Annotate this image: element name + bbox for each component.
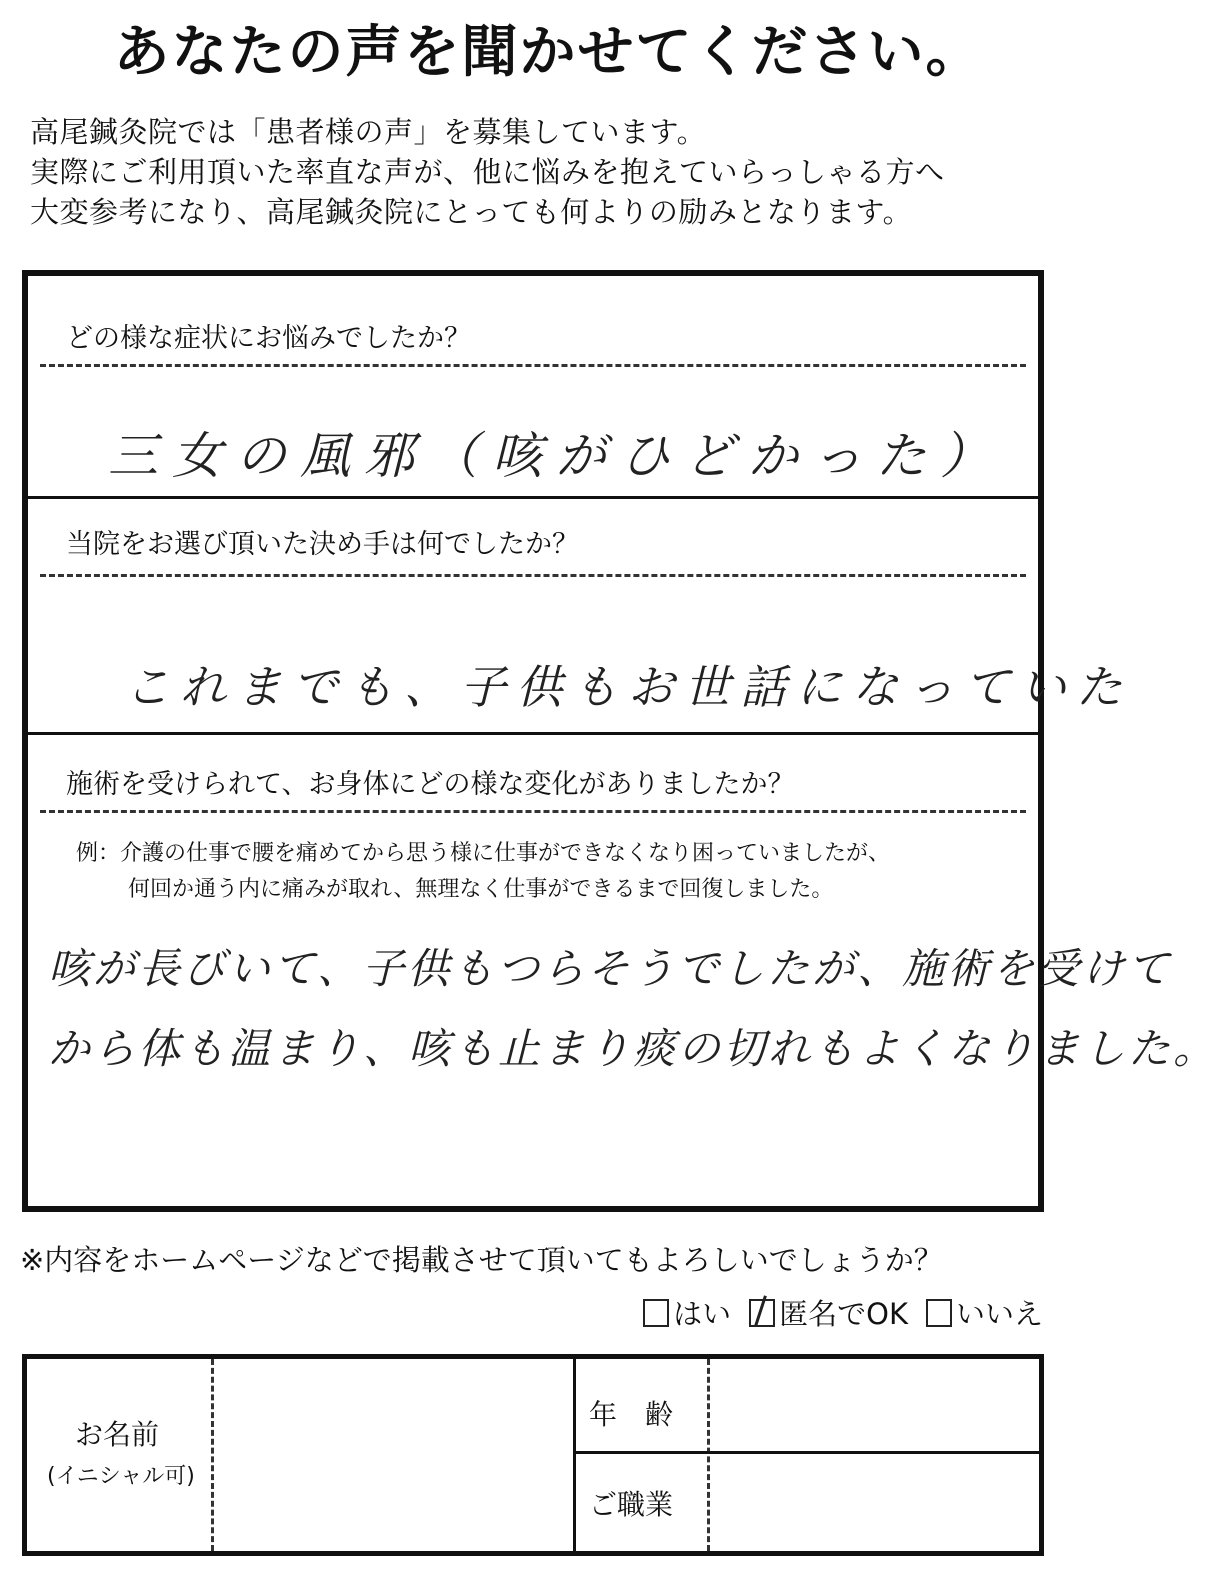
age-field[interactable] [713, 1359, 1039, 1451]
example-text [76, 836, 890, 908]
option-no[interactable] [926, 1292, 1043, 1333]
checkbox[interactable] [926, 1299, 952, 1327]
option-label: はい [673, 1297, 732, 1331]
age-label: 年 齢 [589, 1398, 674, 1431]
answer-change-line[interactable]: 咳が長びいて、子供もつらそうでしたが、施術を受けて [48, 944, 1173, 993]
intro-text [30, 112, 1070, 232]
answer-symptoms[interactable]: 三女の風邪（咳がひどかった） [108, 427, 1004, 485]
checkbox[interactable] [643, 1299, 669, 1327]
divider [211, 1359, 214, 1551]
checkbox-checked[interactable] [749, 1299, 775, 1327]
divider [573, 1359, 576, 1551]
personal-info-form [22, 1354, 1044, 1556]
example-line: 何回か通う内に痛みが取れ、無理なく仕事ができるまで回復しました。 [128, 877, 834, 902]
option-label: いいえ [955, 1297, 1043, 1331]
question-change: 施術を受けられて、お身体にどの様な変化がありましたか？ [66, 769, 795, 800]
question-reason: 当院をお選び頂いた決め手は何でしたか？ [66, 529, 579, 560]
answer-reason[interactable]: これまでも、子供もお世話になっていた [124, 660, 1132, 714]
name-field[interactable] [217, 1359, 573, 1551]
intro-line: 実際にご利用頂いた率直な声が、他に悩みを抱えていらっしゃる方へ [30, 155, 945, 189]
answer-change-line[interactable]: から体も温まり、咳も止まり痰の切れもよくなりました。 [48, 1024, 1218, 1073]
divider [28, 496, 1038, 499]
question-symptoms: どの様な症状にお悩みでしたか？ [66, 323, 471, 354]
name-label: お名前 [75, 1418, 160, 1451]
option-anonymous[interactable] [749, 1292, 908, 1333]
consent-question: ※内容をホームページなどで掲載させて頂いてもよろしいでしょうか？ [20, 1243, 943, 1277]
divider [40, 364, 1026, 367]
intro-line: 大変参考になり、高尾鍼灸院にとっても何よりの励みとなります。 [30, 195, 913, 229]
name-note: (イニシャル可) [47, 1464, 195, 1489]
divider [28, 732, 1038, 735]
divider [40, 574, 1026, 577]
consent-options [643, 1292, 1043, 1333]
divider [707, 1359, 710, 1551]
example-line: 介護の仕事で腰を痛めてから思う様に仕事ができなくなり困っていましたが、 [120, 841, 891, 866]
page-title: あなたの声を聞かせてください。 [113, 20, 984, 85]
option-yes[interactable] [643, 1292, 731, 1333]
job-label: ご職業 [589, 1488, 674, 1521]
example-prefix: 例： [76, 841, 121, 866]
divider [40, 810, 1026, 813]
survey-box [22, 270, 1218, 1212]
option-label: 匿名でOK [779, 1297, 908, 1331]
job-field[interactable] [713, 1454, 1039, 1551]
intro-line: 高尾鍼灸院では「患者様の声」を募集しています。 [30, 115, 707, 149]
